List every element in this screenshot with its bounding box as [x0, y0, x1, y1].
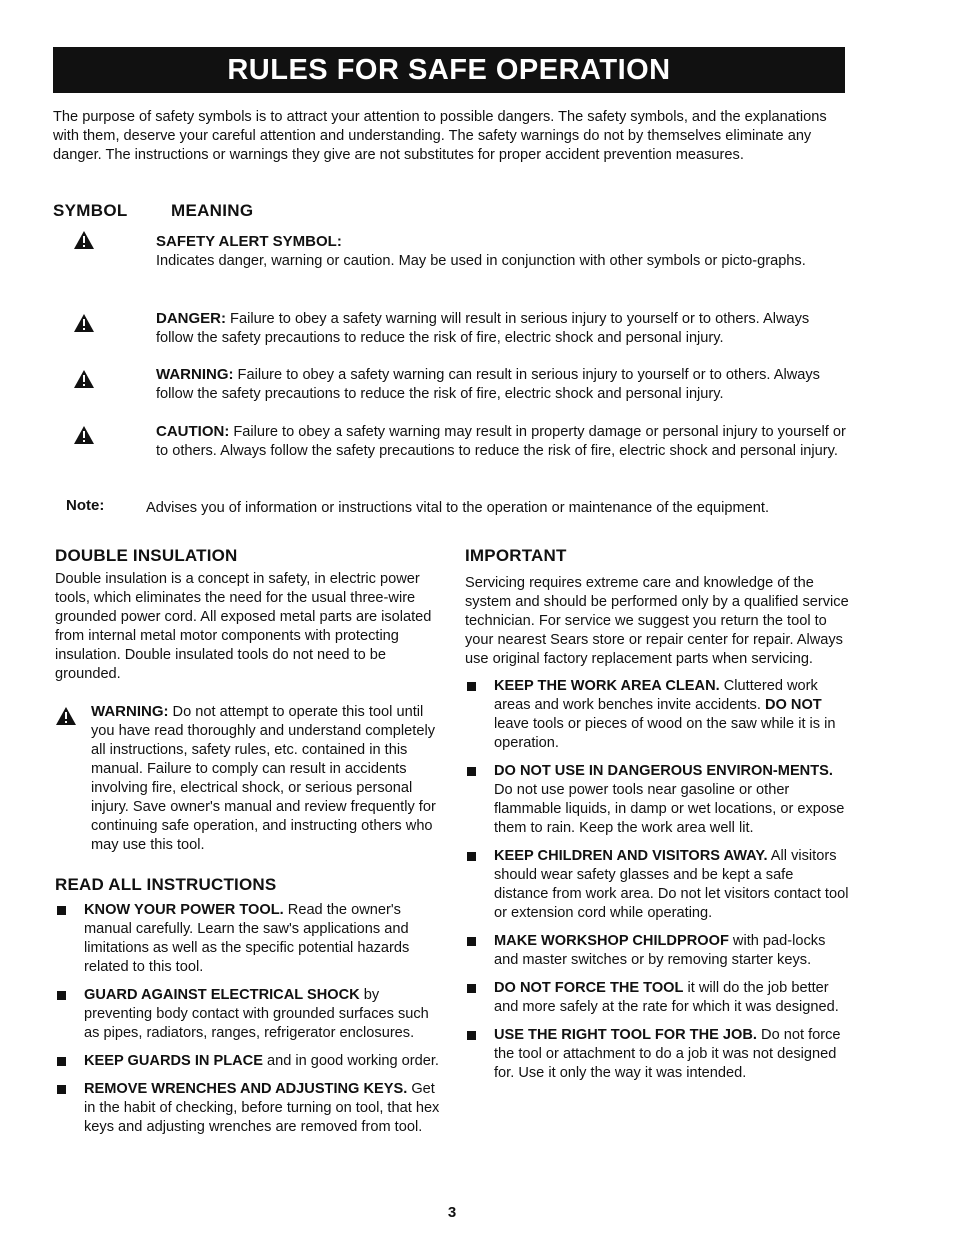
- danger-label: DANGER:: [156, 310, 226, 327]
- symbol-column-heading: SYMBOL: [53, 201, 128, 220]
- manual-warning-paragraph: [91, 702, 440, 855]
- danger-definition: [156, 309, 846, 348]
- danger-icon: [73, 313, 95, 333]
- right-column: [465, 545, 850, 1092]
- item-text: All visitors should wear safety glasses and be kept a safe distance from work area. Do not let visitors contact tool or extension cord while operating.: [494, 848, 849, 921]
- list-item: [55, 1080, 440, 1137]
- important-list: [465, 677, 850, 1083]
- important-heading: IMPORTANT: [465, 546, 567, 565]
- item-text-2: leave tools or pieces of wood on the saw while it is in operation.: [494, 716, 836, 751]
- list-item: [465, 762, 850, 838]
- item-bold: DO NOT USE IN DANGEROUS ENVIRON-MENTS.: [494, 763, 833, 779]
- item-text: by preventing body contact with grounded surfaces such as pipes, radiators, ranges, refrigerator enclosures.: [84, 987, 429, 1041]
- safety-alert-icon: [73, 230, 95, 250]
- item-text: Read the owner's manual carefully. Learn the saw's applications and limitations as well as the specific potential hazards related to this tool.: [84, 902, 410, 975]
- read-all-list: [55, 901, 440, 1137]
- safety-alert-text: Indicates danger, warning or caution. May be used in conjunction with other symbols or picto-graphs.: [156, 253, 806, 269]
- double-insulation-text: Double insulation is a concept in safety, in electric power tools, which eliminates the need for the usual three-wire grounded power cord. All exposed metal parts are isolated from internal metal motor components with protecting insulation. Double insulated tools do not need to be grounded.: [55, 571, 432, 682]
- double-insulation-heading: DOUBLE INSULATION: [55, 546, 238, 565]
- item-text: with pad-locks and master switches or by removing starter keys.: [494, 933, 826, 968]
- danger-text: Failure to obey a safety warning will result in serious injury to yourself or to others. Always follow the safety precautions to reduce the risk of fire, electric shock and personal injury.: [156, 311, 810, 346]
- item-bold: MAKE WORKSHOP CHILDPROOF: [494, 933, 729, 949]
- item-text: it will do the job better and more safely at the rate for which it was designed.: [494, 980, 839, 1015]
- list-item: [465, 979, 850, 1017]
- warning-alert-icon: [55, 706, 77, 726]
- note-text: Advises you of information or instructions vital to the operation or maintenance of the equipment.: [146, 500, 770, 516]
- bullet-icon: [57, 991, 66, 1000]
- item-bold: KEEP GUARDS IN PLACE: [84, 1053, 263, 1069]
- list-item: [465, 1026, 850, 1083]
- note-label: Note:: [66, 497, 105, 514]
- caution-label: CAUTION:: [156, 423, 230, 440]
- bullet-icon: [57, 906, 66, 915]
- manual-warning: [55, 702, 440, 855]
- intro-paragraph: The purpose of safety symbols is to attract your attention to possible dangers. The safety symbols, and the explanations with them, deserve your careful attention and understanding. The safety warnings do not by themselves eliminate any danger. The instructions or warnings they give are not substitutes for proper accident prevention measures.: [53, 109, 827, 163]
- list-item: [55, 986, 440, 1043]
- caution-icon: [73, 425, 95, 445]
- warning-definition: [156, 365, 846, 404]
- list-item: [465, 677, 850, 753]
- safety-alert-label: SAFETY ALERT SYMBOL:: [156, 233, 342, 250]
- warning-label: WARNING:: [156, 366, 234, 383]
- page-number: 3: [447, 1204, 457, 1221]
- item-text: Get in the habit of checking, before turning on tool, that hex keys and adjusting wrenches are removed from tool.: [84, 1081, 440, 1135]
- item-bold: KNOW YOUR POWER TOOL.: [84, 902, 284, 918]
- item-text: Do not force the tool or attachment to do a job it was not designed for. Use it only the way it was intended.: [494, 1027, 841, 1081]
- page-title: RULES FOR SAFE OPERATION: [227, 54, 671, 86]
- warning-icon: [73, 369, 95, 389]
- left-column: [55, 545, 440, 1146]
- item-text: Cluttered work areas and work benches invite accidents.: [494, 678, 818, 713]
- item-bold: GUARD AGAINST ELECTRICAL SHOCK: [84, 987, 360, 1003]
- title-banner: [53, 47, 845, 93]
- read-all-heading: READ ALL INSTRUCTIONS: [55, 875, 277, 894]
- item-text: and in good working order.: [262, 1053, 439, 1069]
- bullet-icon: [467, 937, 476, 946]
- bullet-icon: [467, 852, 476, 861]
- safety-alert-definition: [156, 232, 846, 271]
- list-item: [55, 901, 440, 977]
- manual-warning-text: Do not attempt to operate this tool until you have read thoroughly and understand completely all instructions, safety rules, etc. contained in this manual. Failure to comply can result in accidents involving fire, electrical shock, or serious personal injury. Save owner's manual and review frequently for continuing safe operation, and instructing others who may use this tool.: [91, 704, 436, 853]
- list-item: [465, 932, 850, 970]
- item-bold: DO NOT FORCE THE TOOL: [494, 980, 684, 996]
- bullet-icon: [467, 682, 476, 691]
- bullet-icon: [467, 1031, 476, 1040]
- item-bold: KEEP THE WORK AREA CLEAN.: [494, 678, 720, 694]
- item-bold: USE THE RIGHT TOOL FOR THE JOB.: [494, 1027, 757, 1043]
- bullet-icon: [467, 767, 476, 776]
- item-bold: REMOVE WRENCHES AND ADJUSTING KEYS.: [84, 1081, 408, 1097]
- list-item: [465, 847, 850, 923]
- list-item: [55, 1052, 440, 1071]
- symbol-table-header: [53, 201, 254, 221]
- item-text: Do not use power tools near gasoline or other flammable liquids, in damp or wet locations, or expose them to rain. Keep the work area well lit.: [494, 782, 845, 836]
- bullet-icon: [57, 1085, 66, 1094]
- bullet-icon: [467, 984, 476, 993]
- manual-warning-label: WARNING:: [91, 703, 169, 720]
- item-bold: KEEP CHILDREN AND VISITORS AWAY.: [494, 848, 768, 864]
- caution-text: Failure to obey a safety warning may result in property damage or personal injury to yourself or to others. Always follow the safety precautions to reduce the risk of fire, electric shock and personal injury.: [156, 424, 846, 459]
- caution-definition: [156, 422, 846, 461]
- warning-text: Failure to obey a safety warning can result in serious injury to yourself or to others. Always follow the safety precautions to reduce the risk of fire, electric shock and personal injury.: [156, 367, 820, 402]
- important-text: Servicing requires extreme care and knowledge of the system and should be performed only by a qualified service technician. For service we suggest you return the tool to your nearest Sears store or repair center for repair. Always use original factory replacement parts when servicing.: [465, 575, 849, 667]
- bullet-icon: [57, 1057, 66, 1066]
- meaning-column-heading: MEANING: [171, 201, 254, 220]
- item-bold-2: DO NOT: [764, 697, 822, 713]
